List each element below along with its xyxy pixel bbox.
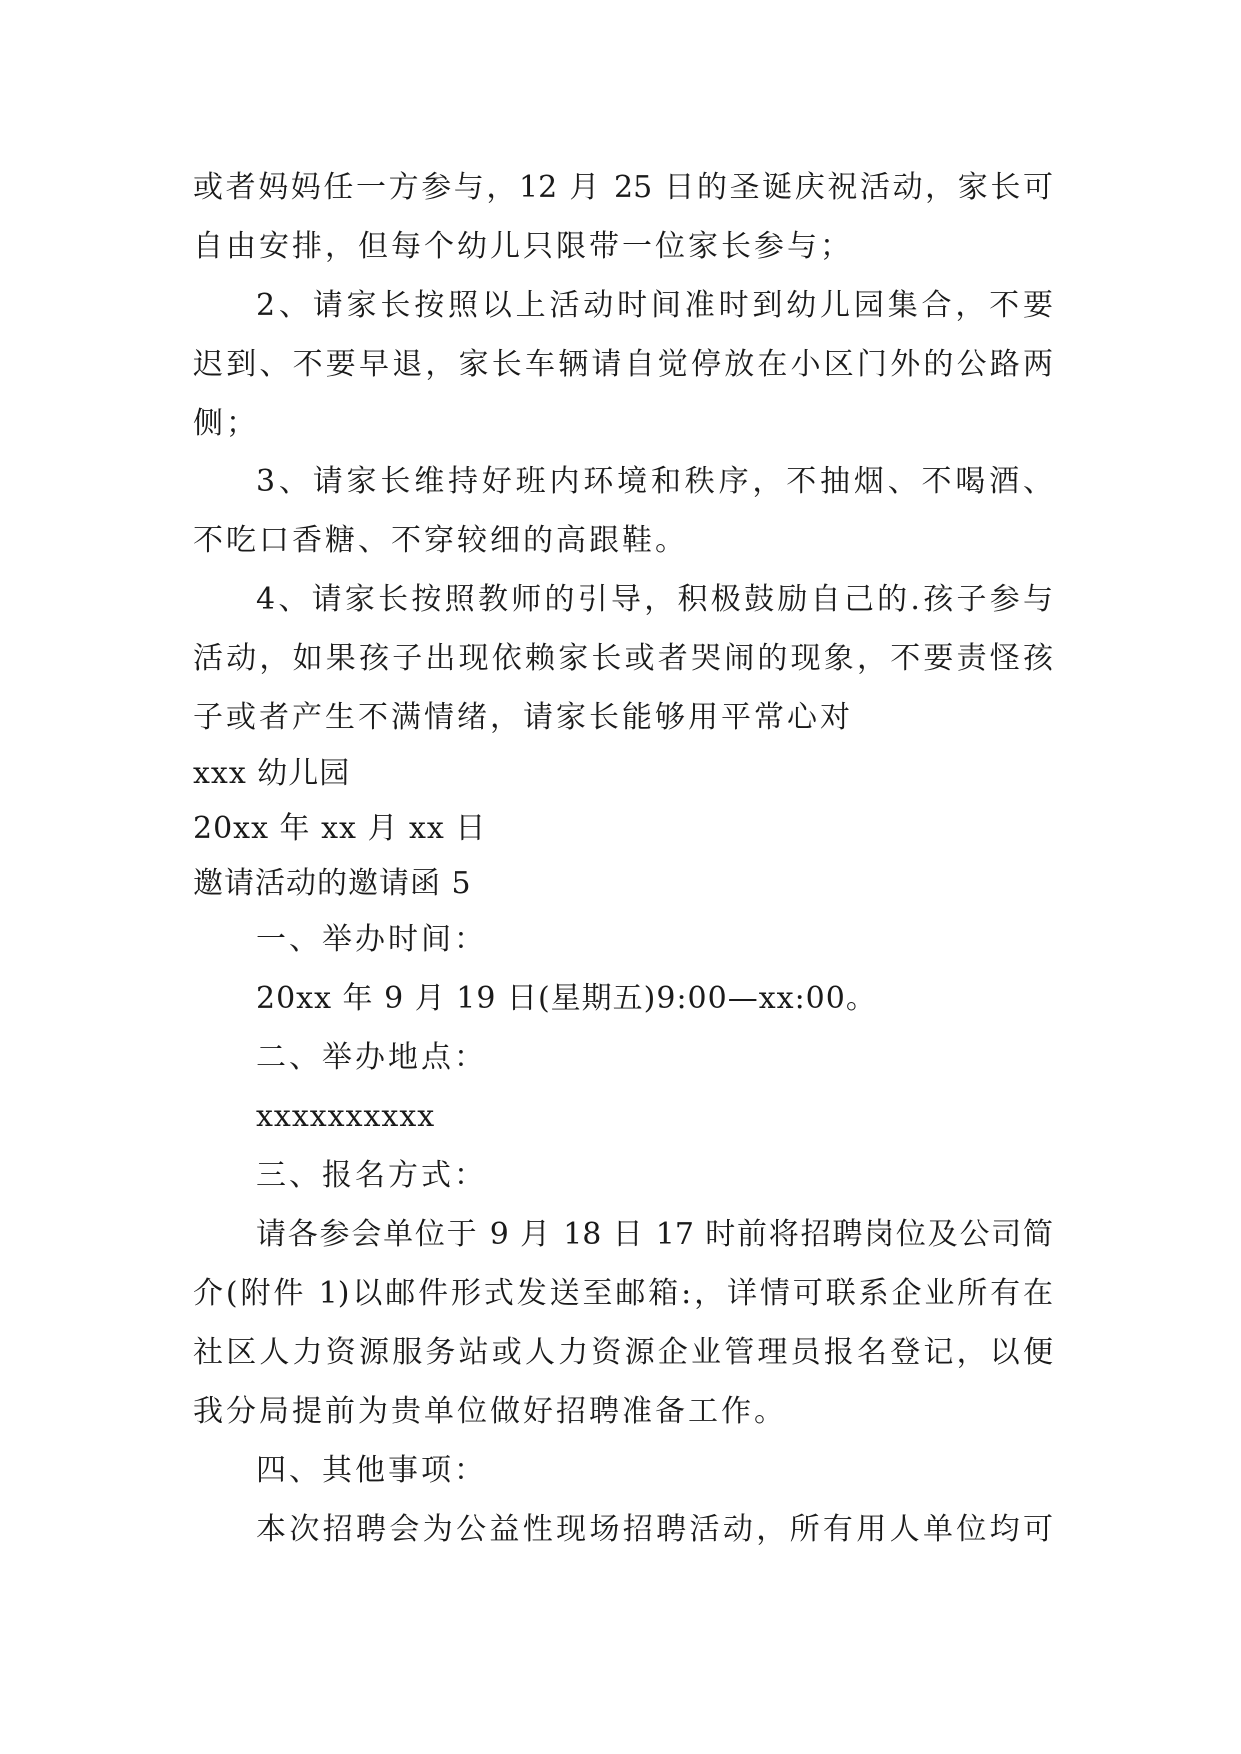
text-line: 活动，如果孩子出现依赖家长或者哭闹的现象，不要责怪孩 [193, 641, 1053, 676]
text-line: 2、请家长按照以上活动时间准时到幼儿园集合，不要 [256, 288, 1053, 323]
text-line: 介(附件 1)以邮件形式发送至邮箱:，详情可联系企业所有在 [193, 1276, 1053, 1311]
heading-location: 二、举办地点： [256, 1040, 487, 1075]
text-line: 我分局提前为贵单位做好招聘准备工作。 [193, 1394, 787, 1429]
heading-other: 四、其他事项： [256, 1453, 487, 1488]
text-line: 侧； [193, 406, 259, 441]
text-line: 自由安排，但每个幼儿只限带一位家长参与； [193, 229, 853, 264]
text-line: 子或者产生不满情绪，请家长能够用平常心对 [193, 700, 853, 735]
text-line: 社区人力资源服务站或人力资源企业管理员报名登记，以便 [193, 1335, 1053, 1370]
text-line: 本次招聘会为公益性现场招聘活动，所有用人单位均可 [256, 1512, 1053, 1547]
text-line: 请各参会单位于 9 月 18 日 17 时前将招聘岗位及公司简 [256, 1217, 1053, 1252]
signature-org: xxx 幼儿园 [193, 756, 351, 791]
text-line: 迟到、不要早退，家长车辆请自觉停放在小区门外的公路两 [193, 347, 1053, 382]
heading-time: 一、举办时间： [256, 922, 487, 957]
event-location: xxxxxxxxxx [256, 1099, 436, 1134]
section-title: 邀请活动的邀请函 5 [193, 866, 472, 901]
signature-date: 20xx 年 xx 月 xx 日 [193, 811, 487, 846]
text-line: 或者妈妈任一方参与，12 月 25 日的圣诞庆祝活动，家长可 [193, 170, 1053, 205]
text-line: 4、请家长按照教师的引导，积极鼓励自己的.孩子参与 [256, 582, 1053, 617]
text-line: 不吃口香糖、不穿较细的高跟鞋。 [193, 523, 688, 558]
event-time: 20xx 年 9 月 19 日(星期五)9:00—xx:00。 [256, 981, 877, 1016]
text-line: 3、请家长维持好班内环境和秩序，不抽烟、不喝酒、 [256, 464, 1053, 499]
heading-registration: 三、报名方式： [256, 1158, 487, 1193]
